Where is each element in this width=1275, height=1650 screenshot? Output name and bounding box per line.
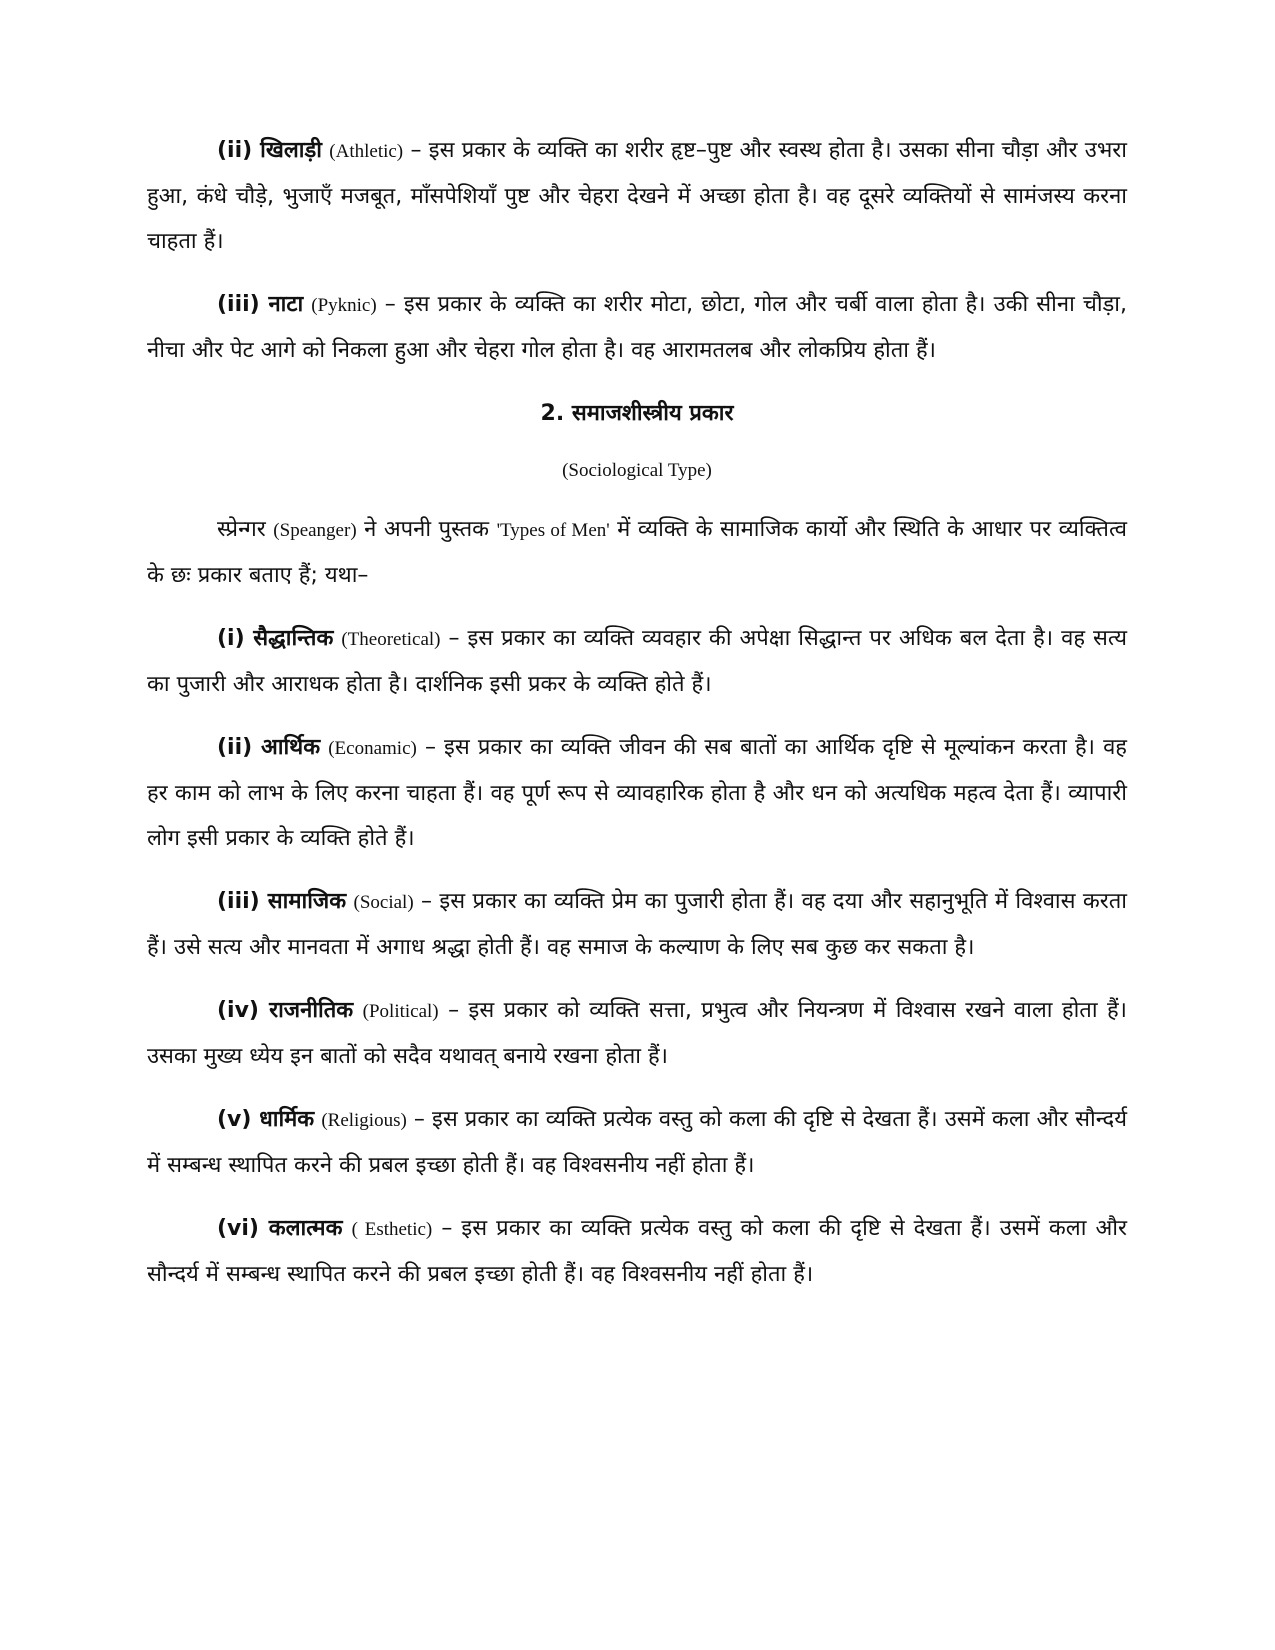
english-term: (Religious) [321, 1110, 407, 1131]
paragraph-text: – इस प्रकार को व्यक्ति सत्ता, प्रभुत्व और नियन्त्रण में विश्वास रखने वाला होता हैं। उसका मुख्य ध्येय इन बातों को सदैव यथावत् बनाये रखना होता हैं। [147, 998, 1128, 1069]
paragraph-athletic [147, 128, 1127, 264]
paragraph-text: – इस प्रकार का व्यक्ति व्यवहार की अपेक्षा सिद्धान्त पर अधिक बल देता है। वह सत्य का पुजारी और आराधक होता है। दार्शनिक इसी प्रकर के व्यक्ति होते हैं। [147, 626, 1128, 697]
paragraph-text: – इस प्रकार का व्यक्ति प्रत्येक वस्तु को कला की दृष्टि से देखता हैं। उसमें कला और सौन्दर्य में सम्बन्ध स्थापित करने की प्रबल इच्छा होती हैं। वह विश्वसनीय नहीं होता हैं। [147, 1216, 1127, 1287]
paragraph-text: – इस प्रकार का व्यक्ति प्रेम का पुजारी होता हैं। वह दया और सहानुभूति में विश्वास करता हैं। उसे सत्य और मानवता में अगाध श्रद्धा होती हैं। वह समाज के कल्याण के लिए सब कुछ कर सकता है। [147, 889, 1128, 960]
section-heading: 2. समाजशीस्त्रीय प्रकार [540, 401, 734, 426]
paragraph-theoretical [147, 616, 1127, 707]
paragraph-text: – इस प्रकार का व्यक्ति जीवन की सब बातों का आर्थिक दृष्टि से मूल्यांकन करता है। वह हर काम को लाभ के लिए करना चाहता हैं। वह पूर्ण रूप से व्यावहारिक होता है और धन को अत्यधिक महत्व देता हैं। व्यापारी लोग इसी प्रकार के व्यक्ति होते हैं। [147, 735, 1127, 851]
term-label: (v) धार्मिक [217, 1107, 315, 1132]
document-page [147, 128, 1127, 1315]
english-term: (Social) [353, 892, 414, 913]
english-term: (Political) [362, 1001, 439, 1022]
paragraph-text: – इस प्रकार के व्यक्ति का शरीर हृष्ट–पुष्ट और स्वस्थ होता है। उसका सीना चौड़ा और उभरा हुआ, कंधे चौड़े, भुजाएँ मजबूत, माँसपेशियाँ पुष्ट और चेहरा देखने में अच्छा होता है। वह दूसरे व्यक्तियों से सामंजस्य करना चाहता हैं। [147, 138, 1127, 254]
intro-english-name: (Speanger) [273, 520, 357, 541]
paragraph-economic [147, 725, 1127, 861]
term-label: (ii) आर्थिक [217, 735, 321, 760]
english-term: (Theoretical) [341, 629, 441, 650]
term-label: (i) सैद्धान्तिक [217, 626, 334, 651]
term-label: (ii) खिलाड़ी [217, 138, 322, 163]
paragraph-text: – इस प्रकार का व्यक्ति प्रत्येक वस्तु को कला की दृष्टि से देखता हैं। उसमें कला और सौन्दर्य में सम्बन्ध स्थापित करने की प्रबल इच्छा होती हैं। वह विश्वसनीय नहीं होता हैं। [147, 1107, 1127, 1178]
term-label: (iv) राजनीतिक [217, 998, 354, 1023]
paragraph-social [147, 879, 1127, 970]
term-label: (iii) सामाजिक [217, 889, 347, 914]
intro-text-before: स्प्रेन्गर [217, 517, 274, 542]
paragraph-pyknic [147, 282, 1127, 373]
paragraph-political [147, 988, 1127, 1079]
paragraph-text: – इस प्रकार के व्यक्ति का शरीर मोटा, छोटा, गोल और चर्बी वाला होता है। उकी सीना चौड़ा, नीचा और पेट आगे को निकला हुआ और चेहरा गोल होता है। वह आरामतलब और लोकप्रिय होता हैं। [147, 292, 1127, 363]
english-term: (Athletic) [329, 141, 404, 162]
intro-text-middle: ने अपनी पुस्तक [356, 517, 497, 542]
intro-text-after: में व्यक्ति के सामाजिक कार्यो और स्थिति के आधार पर व्यक्तित्व के छः प्रकार बताए हैं; यथा– [147, 517, 1128, 588]
english-term: ( Esthetic) [351, 1219, 433, 1240]
term-label: (iii) नाटा [217, 292, 304, 317]
intro-book-title: 'Types of Men' [496, 520, 610, 541]
english-term: (Pyknic) [311, 295, 377, 316]
paragraph-intro [147, 507, 1127, 598]
section-subheading: (Sociological Type) [562, 460, 712, 481]
paragraph-esthetic [147, 1206, 1127, 1297]
english-term: (Econamic) [328, 738, 417, 759]
term-label: (vi) कलात्मक [217, 1216, 343, 1241]
paragraph-religious [147, 1097, 1127, 1188]
